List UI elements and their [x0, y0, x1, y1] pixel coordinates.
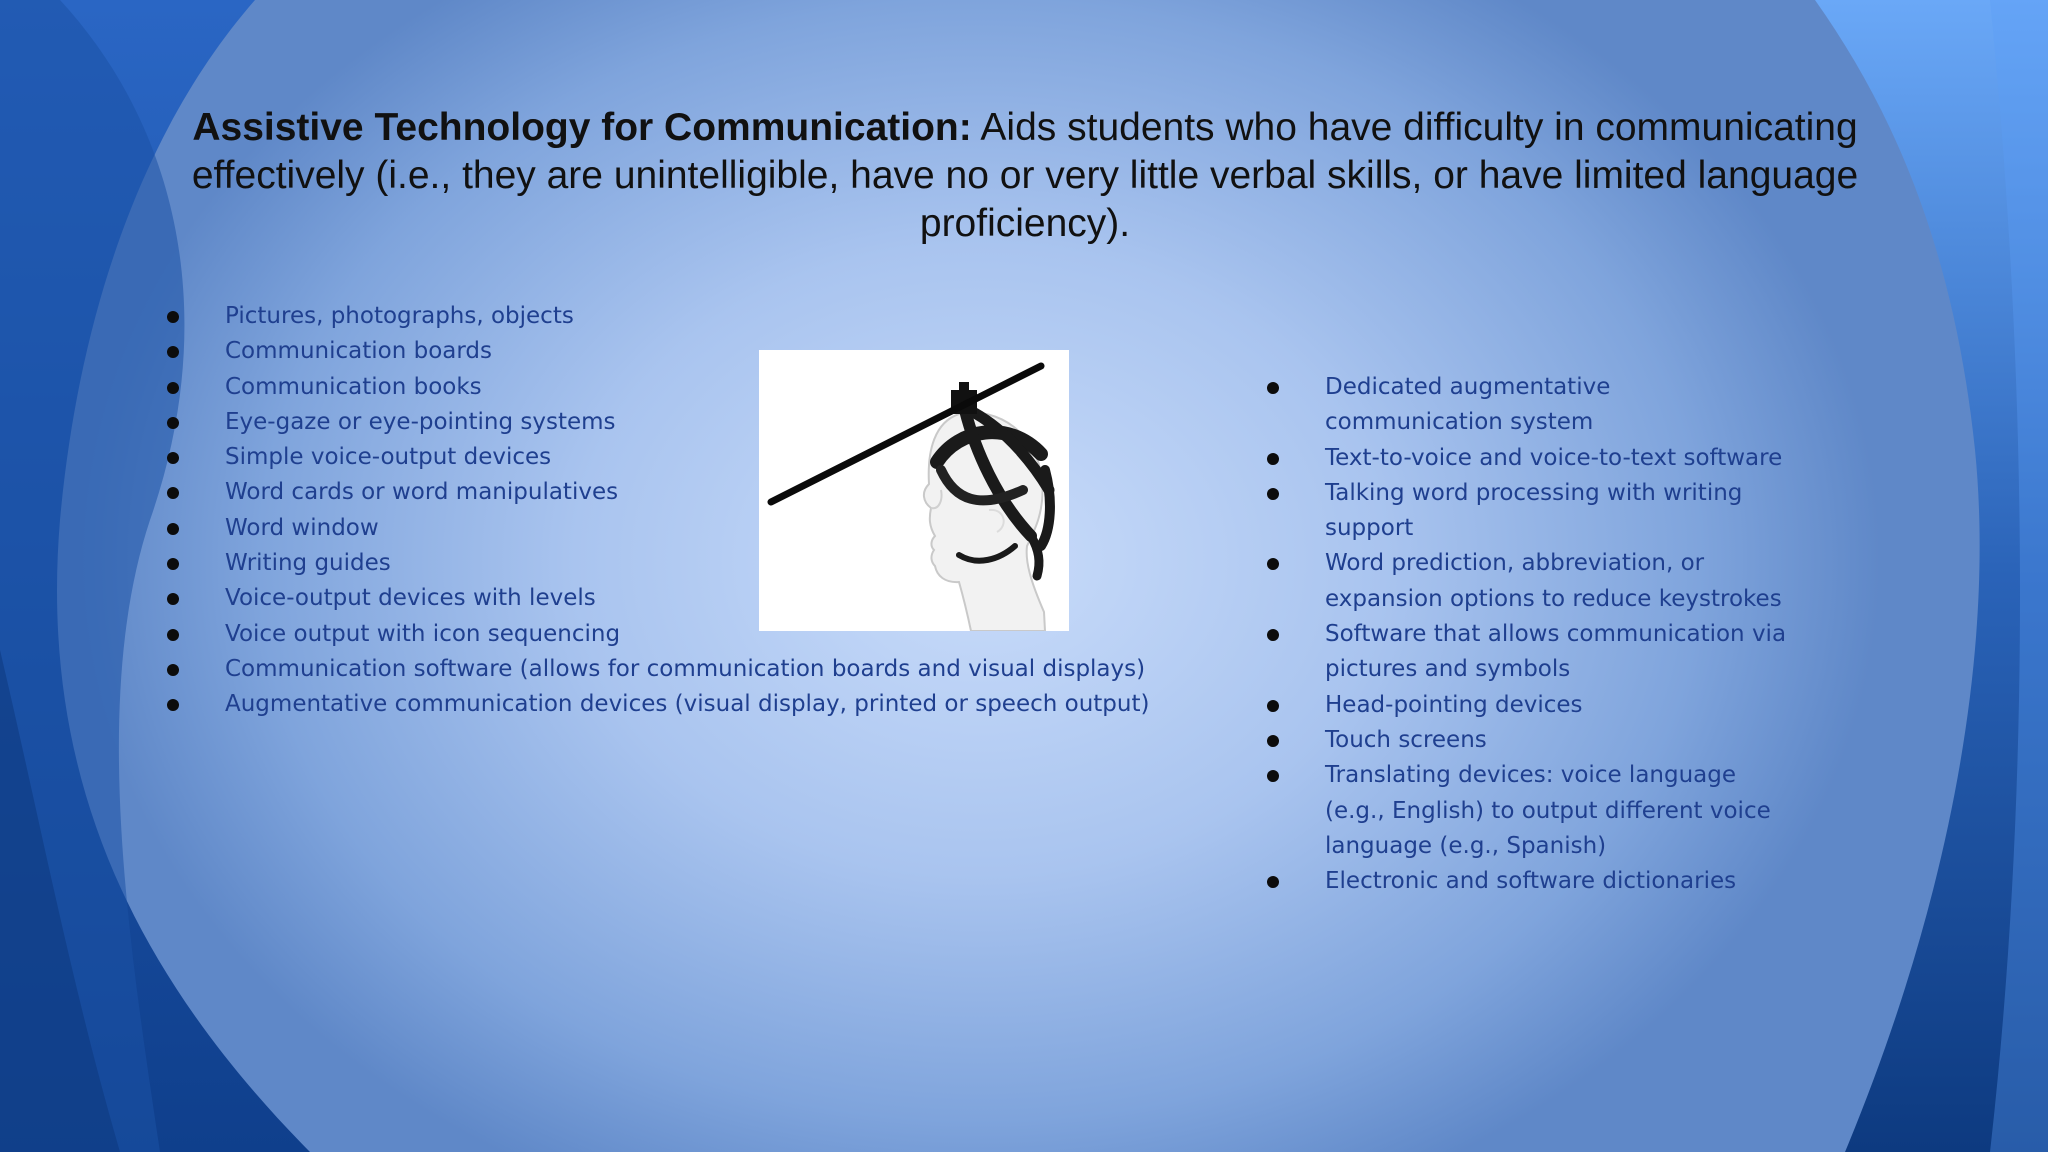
list-item: Voice output with icon sequencing [225, 617, 1149, 652]
bullet-icon [1267, 700, 1279, 712]
head-pointer-icon [759, 350, 1069, 631]
list-item: Augmentative communication devices (visual display, printed or speech output) [225, 687, 1149, 722]
bullet-icon [1267, 488, 1279, 500]
bullet-icon [167, 382, 179, 394]
list-item: Touch screens [1325, 723, 1795, 758]
list-item: Word prediction, abbreviation, or expansion options to reduce keystrokes [1325, 546, 1795, 617]
list-item: Text-to-voice and voice-to-text software [1325, 441, 1795, 476]
list-item: Electronic and software dictionaries [1325, 864, 1795, 899]
list-item: Talking word processing with writing support [1325, 476, 1795, 547]
head-pointer-photo [759, 350, 1069, 631]
bullet-icon [1267, 735, 1279, 747]
title-bold: Assistive Technology for Communication: [192, 106, 972, 149]
list-item: Eye-gaze or eye-pointing systems [225, 405, 1149, 440]
bullet-icon [167, 417, 179, 429]
bullet-icon [1267, 382, 1279, 394]
bullet-icon [167, 664, 179, 676]
list-item: Communication books [225, 370, 1149, 405]
list-item: Voice-output devices with levels [225, 581, 1149, 616]
list-item: Word cards or word manipulatives [225, 475, 1149, 510]
list-item: Communication software (allows for communication boards and visual displays) [225, 652, 1149, 687]
bullet-icon [167, 523, 179, 535]
title-rest: Aids students who have difficulty in communicating effectively (i.e., they are unintelligible, have no or very little verbal skills, or have limited language proficiency). [191, 106, 1859, 245]
list-item: Pictures, photographs, objects [225, 299, 1149, 334]
slide-title [150, 104, 1900, 248]
bullet-icon [1267, 453, 1279, 465]
bullet-icon [167, 558, 179, 570]
list-item: Dedicated augmentative communication system [1325, 370, 1795, 441]
bullet-icon [167, 311, 179, 323]
right-bullet-list [1325, 370, 1795, 899]
bullet-icon [167, 629, 179, 641]
list-item: Writing guides [225, 546, 1149, 581]
list-item: Word window [225, 511, 1149, 546]
list-item: Translating devices: voice language (e.g., English) to output different voice language (e.g., Spanish) [1325, 758, 1795, 864]
list-item: Communication boards [225, 334, 1149, 369]
list-item: Software that allows communication via pictures and symbols [1325, 617, 1795, 688]
bullet-icon [1267, 629, 1279, 641]
list-item: Head-pointing devices [1325, 688, 1795, 723]
list-item: Simple voice-output devices [225, 440, 1149, 475]
